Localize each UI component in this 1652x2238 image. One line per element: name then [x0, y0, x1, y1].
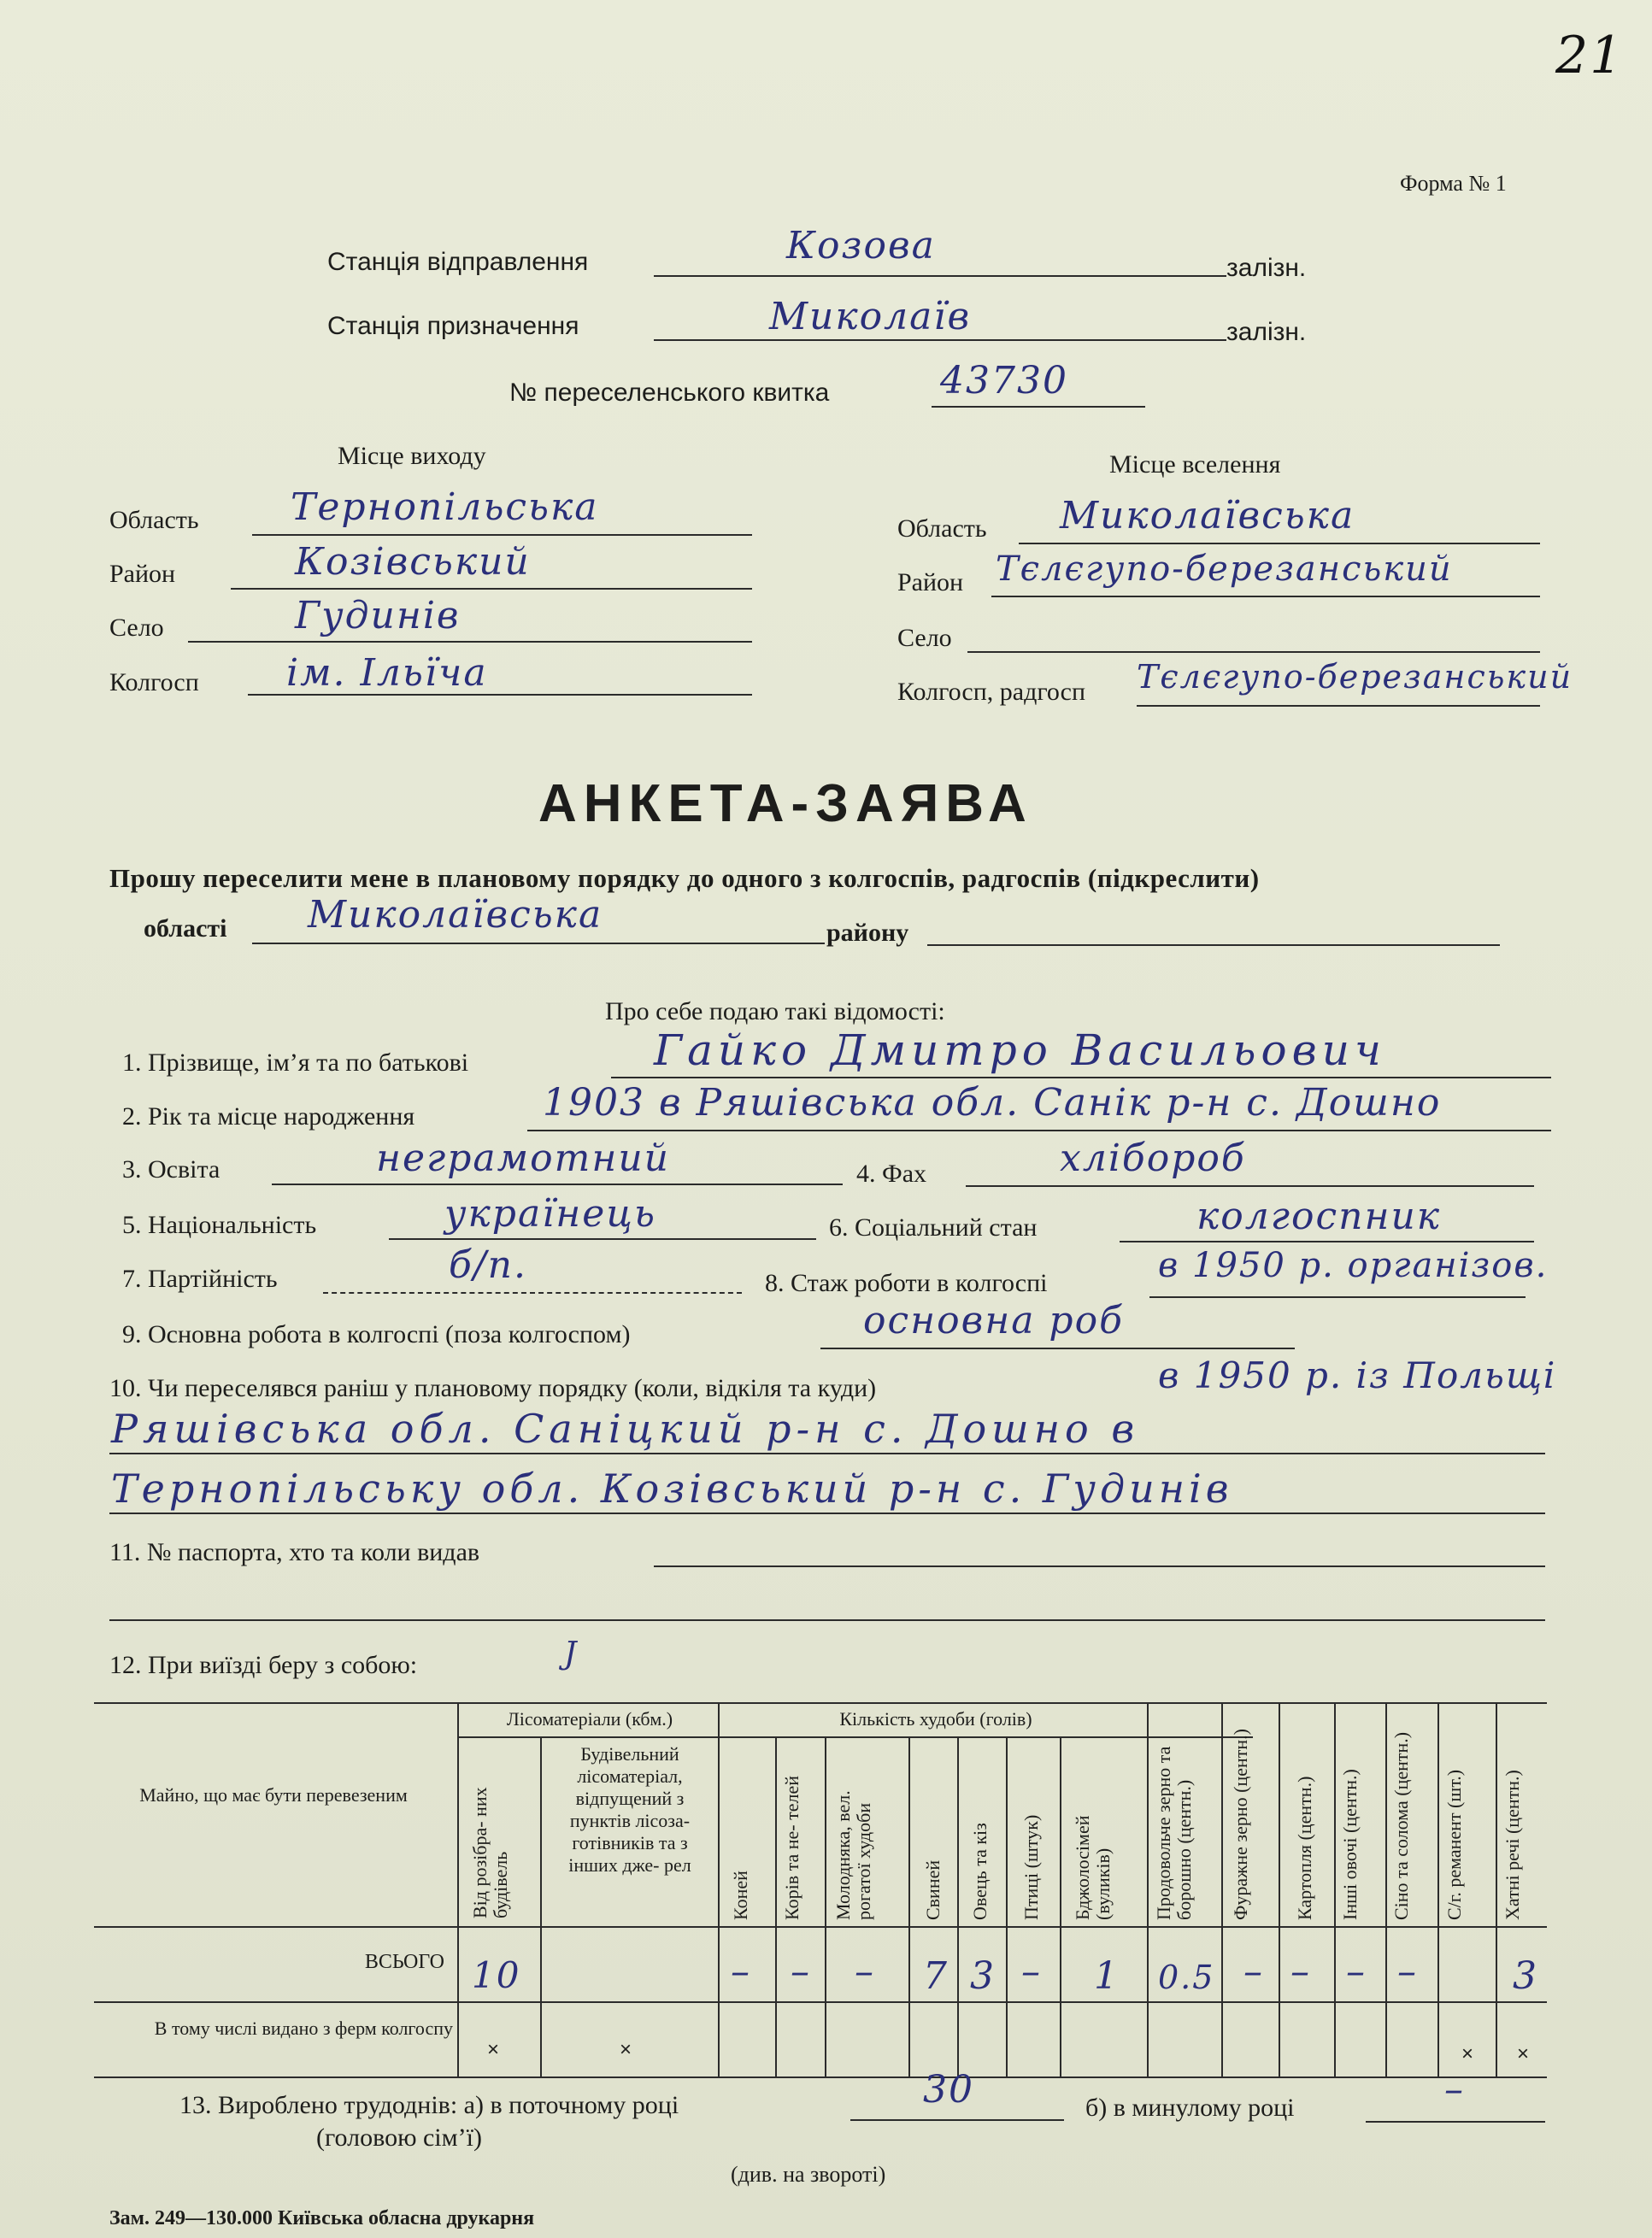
table-rule — [94, 2076, 1547, 2078]
col-cows: Корів та не- телей — [781, 1776, 802, 1920]
f4-value: хлібороб — [1060, 1137, 1246, 1180]
f8-value: в 1950 р. організов. — [1158, 1246, 1549, 1285]
issued-cross-household: × — [1517, 2042, 1530, 2065]
f5-line — [389, 1238, 816, 1240]
col-potato: Картопля (центн.) — [1294, 1776, 1315, 1920]
departure-value: Козова — [786, 224, 936, 267]
dest-raion-value: Тєлєгупо-березанський — [996, 549, 1453, 589]
total-household: 3 — [1513, 1954, 1538, 1998]
property-table — [94, 1702, 1547, 2078]
f10-value-2: Ряшівська обл. Саніцкий р-н с. Дошно в — [111, 1406, 1140, 1452]
col-bees: Бджолосімей (вуликів) — [1072, 1815, 1114, 1920]
f13-prev-line — [1366, 2121, 1545, 2123]
table-rule — [457, 1736, 1253, 1738]
table-rule — [94, 1702, 1547, 1704]
table-rule — [1279, 1702, 1280, 2078]
destination-rail-suffix: залізн. — [1226, 318, 1307, 346]
f9-line — [820, 1348, 1295, 1349]
dest-raion-label: Район — [897, 568, 964, 596]
table-rule — [825, 1736, 826, 2078]
rayonu-label: району — [826, 919, 909, 947]
dest-selo-label: Село — [897, 624, 952, 652]
table-rule — [1060, 1736, 1061, 2078]
ticket-line — [932, 406, 1145, 408]
timber-col-building: Будівельний лісоматеріал, відпущений з пунктів лісоза- готівників та з інших дже- рел — [568, 1743, 691, 1876]
f10-value-1: в 1950 р. із Польщі — [1158, 1354, 1557, 1396]
total-pigs: 7 — [923, 1954, 949, 1998]
origin-selo-line — [188, 641, 752, 643]
form-title: АНКЕТА-ЗАЯВА — [538, 774, 1033, 833]
f11-label: 11. № паспорта, хто та коли видав — [109, 1538, 480, 1566]
table-rule — [1437, 1702, 1439, 2078]
origin-kolhosp-value: ім. Ільїча — [286, 651, 488, 695]
request-text: Прошу переселити мене в плановому порядку до одного з колгоспів, радгоспів (підкреслити) — [109, 863, 1260, 893]
dest-kolhosp-value: Тєлєгупо-березанський — [1137, 658, 1573, 696]
f12-mark: J — [564, 1636, 579, 1671]
oblasti-line — [252, 943, 825, 944]
f13-prev-value: – — [1444, 2068, 1465, 2112]
f3-value: неграмотний — [376, 1137, 671, 1180]
f8-line — [1149, 1296, 1526, 1298]
total-cows: – — [791, 1950, 811, 1994]
departure-label: Станція відправлення — [327, 248, 589, 276]
f13-prev-label: б) в минулому році — [1085, 2094, 1295, 2122]
f7-value: б/п. — [449, 1243, 528, 1287]
origin-selo-value: Гудинів — [295, 594, 461, 637]
table-rule — [1221, 1702, 1223, 2078]
col-grain: Продовольче зерно та борошно (центн.) — [1153, 1746, 1195, 1920]
oblasti-label: області — [144, 914, 227, 943]
f6-label: 6. Соціальний стан — [829, 1213, 1038, 1242]
destination-label: Станція призначення — [327, 312, 579, 340]
f10-line-3 — [109, 1513, 1545, 1514]
total-potato: – — [1290, 1950, 1311, 1994]
col-birds: Птиці (штук) — [1020, 1814, 1042, 1920]
col-vegetables: Інші овочі (центн.) — [1339, 1769, 1361, 1920]
dest-oblast-line — [1019, 543, 1540, 544]
f13-sub: (головою сім’ї) — [316, 2123, 482, 2152]
table-rule — [908, 1736, 910, 2078]
origin-oblast-value: Тернопільська — [291, 485, 599, 529]
dest-title: Місце вселення — [1109, 450, 1281, 479]
timber-col-dismantled: Від розібра- них будівель — [469, 1787, 511, 1918]
f9-value: основна роб — [863, 1299, 1124, 1342]
f6-line — [1120, 1241, 1534, 1242]
f1-value: Гайко Дмитро Васильович — [654, 1025, 1387, 1075]
origin-raion-value: Козівський — [295, 540, 531, 584]
f1-label: 1. Прізвище, ім’я та по батькові — [122, 1049, 469, 1077]
f11-line — [654, 1565, 1545, 1567]
col-horses: Коней — [730, 1871, 751, 1920]
col-sheep: Овець та кіз — [969, 1823, 991, 1920]
f3-line — [272, 1184, 843, 1185]
total-birds: – — [1021, 1950, 1042, 1994]
form-number: Форма № 1 — [1400, 171, 1507, 196]
f10-line-2 — [109, 1453, 1545, 1454]
f2-line — [527, 1130, 1551, 1131]
f1-line — [611, 1077, 1551, 1078]
ticket-label: № переселенського квитка — [509, 379, 830, 407]
timber-header: Лісоматеріали (кбм.) — [506, 1708, 673, 1730]
destination-line — [654, 339, 1226, 341]
property-header: Майно, що має бути перевезеним — [139, 1784, 408, 1806]
f11-line-2 — [109, 1619, 1545, 1621]
origin-selo-label: Село — [109, 614, 164, 642]
table-rule — [457, 1702, 459, 2078]
col-tools: С/г. реманент (шт.) — [1443, 1769, 1465, 1920]
f3-label: 3. Освіта — [122, 1155, 220, 1184]
f2-value: 1903 в Ряшівська обл. Санік р-н с. Дошно — [543, 1081, 1442, 1125]
origin-title: Місце виходу — [338, 442, 486, 470]
f13-label: 13. Вироблено трудоднів: а) в поточному році — [179, 2091, 679, 2119]
total-fodder: – — [1243, 1950, 1264, 1994]
dest-oblast-value: Миколаївська — [1060, 494, 1355, 537]
table-rule — [94, 1926, 1547, 1928]
departure-line — [654, 275, 1226, 277]
total-row-label: ВСЬОГО — [364, 1951, 444, 1973]
f7-label: 7. Партійність — [122, 1265, 278, 1293]
f10-label: 10. Чи переселявся раніш у плановому порядку (коли, відкіля та куди) — [109, 1374, 877, 1402]
col-pigs: Свиней — [922, 1859, 944, 1920]
total-young-cattle: – — [855, 1950, 875, 1994]
col-hay: Сіно та солома (центн.) — [1390, 1731, 1412, 1920]
f4-label: 4. Фах — [856, 1160, 927, 1188]
issued-row-label: В тому числі видано з ферм колгоспу — [154, 2018, 453, 2039]
total-grain: 0.5 — [1158, 1959, 1215, 1996]
table-rule — [540, 1736, 542, 2078]
rayonu-line — [927, 944, 1500, 946]
table-rule — [1006, 1736, 1008, 2078]
total-horses: – — [731, 1950, 751, 1994]
issued-cross-dismantled: × — [487, 2038, 500, 2061]
total-vegetables: – — [1346, 1950, 1367, 1994]
f9-label: 9. Основна робота в колгоспі (поза колгоспом) — [122, 1320, 631, 1348]
f6-value: колгоспник — [1196, 1195, 1442, 1238]
issued-cross-building: × — [620, 2038, 632, 2061]
col-fodder: Фуражне зерно (центн.) — [1230, 1729, 1251, 1920]
f10-value-3: Тернопільську обл. Козівський р-н с. Гудинів — [111, 1466, 1233, 1512]
dest-kolhosp-label: Колгосп, радгосп — [897, 678, 1086, 706]
total-sheep: 3 — [970, 1954, 996, 1998]
total-hay: – — [1397, 1950, 1418, 1994]
printer-imprint: Зам. 249—130.000 Київська обласна друкарня — [109, 2207, 535, 2229]
dest-selo-line — [967, 651, 1540, 653]
departure-rail-suffix: залізн. — [1226, 254, 1307, 282]
see-back-note: (див. на звороті) — [731, 2162, 886, 2187]
f13-current-line — [850, 2119, 1064, 2121]
f7-line — [323, 1292, 742, 1294]
f4-line — [966, 1185, 1534, 1187]
origin-kolhosp-label: Колгосп — [109, 668, 199, 696]
dest-kolhosp-line — [1137, 705, 1540, 707]
col-young-cattle: Молодняка, вел. рогатої худоби — [832, 1790, 874, 1920]
origin-oblast-line — [252, 534, 752, 536]
oblasti-value: Миколаївська — [308, 893, 603, 937]
f13-current-value: 30 — [923, 2068, 974, 2112]
col-household: Хатні речі (центн.) — [1502, 1770, 1523, 1920]
table-rule — [718, 1702, 720, 2078]
f8-label: 8. Стаж роботи в колгоспі — [765, 1269, 1048, 1297]
table-rule — [1147, 1702, 1149, 2078]
table-rule — [94, 2001, 1547, 2003]
ticket-value: 43730 — [940, 359, 1068, 402]
f2-label: 2. Рік та місце народження — [122, 1102, 415, 1131]
origin-raion-label: Район — [109, 560, 176, 588]
table-rule — [957, 1736, 959, 2078]
table-rule — [1334, 1702, 1336, 2078]
destination-value: Миколаїв — [769, 295, 972, 338]
origin-raion-line — [231, 588, 752, 590]
table-rule — [775, 1736, 777, 2078]
cattle-header: Кількість худоби (голів) — [839, 1708, 1032, 1730]
total-timber-dismantled: 10 — [472, 1954, 521, 1996]
f12-label: 12. При виїзді беру з собою: — [109, 1651, 418, 1679]
table-rule — [1385, 1702, 1387, 2078]
f5-label: 5. Національність — [122, 1211, 317, 1239]
table-rule — [1496, 1702, 1497, 2078]
f5-value: українець — [444, 1192, 656, 1236]
origin-oblast-label: Область — [109, 506, 199, 534]
info-intro: Про себе подаю такі відомості: — [605, 997, 945, 1025]
dest-oblast-label: Область — [897, 514, 987, 543]
issued-cross-tools: × — [1461, 2042, 1474, 2065]
dest-raion-line — [991, 596, 1540, 597]
page-number: 21 — [1555, 26, 1625, 85]
total-bees: 1 — [1094, 1954, 1120, 1998]
